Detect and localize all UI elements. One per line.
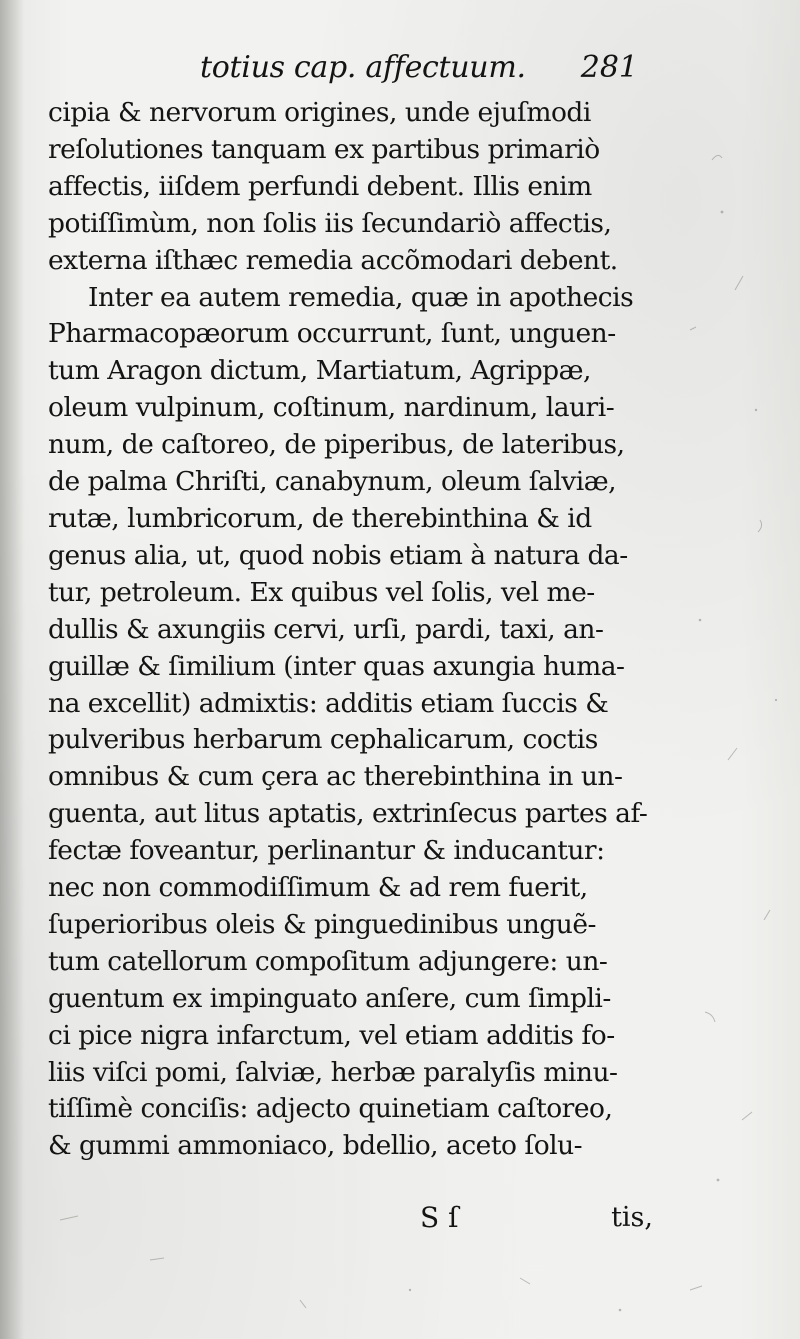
text-line: tum Aragon dictum, Martiatum, Agrippæ, [48,355,591,387]
text-line: de palma Chriſti, canabynum, oleum ſalviæ, [48,466,617,498]
text-line: tiſſimè conciſis: adjecto quinetiam caſtoreo, [48,1093,613,1125]
text-line: liis viſci pomi, ſalviæ, herbæ paralyſis minu- [48,1056,618,1088]
text-line: genus alia, ut, quod nobis etiam à natura da- [48,539,628,571]
body-text [48,95,658,1165]
catchword: tis, [611,1202,653,1233]
text-line: num, de caſtoreo, de piperibus, de lateribus, [48,429,625,461]
text-line: rutæ, lumbricorum, de therebinthina & id [48,502,592,534]
text-line: & gummi ammoniaco, bdellio, aceto ſolu- [48,1130,583,1162]
text-line: omnibus & cum çera ac therebinthina in un- [48,761,623,793]
paragraph-start-line: Inter ea autem remedia, quæ in apothecis [88,281,634,313]
text-line: tur, petroleum. Ex quibus vel ſolis, vel me- [48,576,595,608]
page-header [48,48,638,88]
page-number: 281 [580,50,638,85]
text-line: nec non commodiſſimum & ad rem fuerit, [48,872,588,904]
signature-mark: S ſ [420,1201,459,1234]
text-line: guenta, aut litus aptatis, extrinſecus partes af- [48,798,648,830]
text-line: fectæ foveantur, perlinantur & inducantur: [48,835,605,867]
text-line: dullis & axungiis cervi, urſi, pardi, taxi, an- [48,613,604,645]
running-title: totius cap. affectuum. [200,50,526,85]
text-line: ci pice nigra infarctum, vel etiam additis fo- [48,1019,615,1051]
text-line: externa iſthæc remedia accõmodari debent. [48,244,618,276]
text-line: tum catellorum compoſitum adjungere: un- [48,945,608,977]
text-line: na excellit) admixtis: additis etiam ſuccis & [48,687,609,719]
text-line: pulveribus herbarum cephalicarum, coctis [48,724,598,756]
text-line: cipia & nervorum origines, unde ejuſmodi [48,97,591,128]
text-line: guillæ & ſimilium (inter quas axungia huma- [48,650,625,682]
text-line: guentum ex impinguato anſere, cum ſimpli- [48,982,611,1014]
text-line: affectis, iiſdem perfundi debent. Illis enim [48,170,592,202]
page-footer [48,1198,653,1238]
text-line: Pharmacopæorum occurrunt, ſunt, unguen- [48,318,616,350]
text-line: reſolutiones tanquam ex partibus primariò [48,133,600,165]
text-line: ſuperioribus oleis & pinguedinibus unguẽ- [48,908,596,940]
text-line: potiſſimùm, non ſolis iis ſecundariò affectis, [48,207,612,239]
text-line: oleum vulpinum, coſtinum, nardinum, lauri- [48,392,615,424]
